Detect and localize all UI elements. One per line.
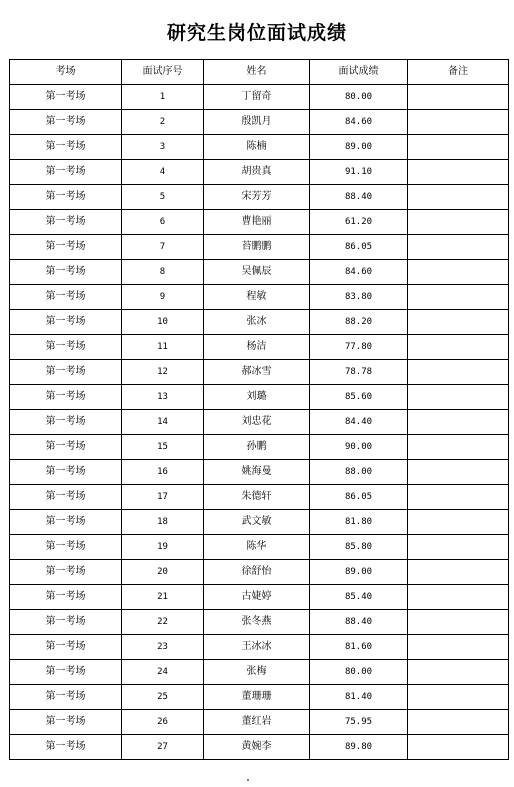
cell-name: 宋芳芳 [204,185,310,210]
table-row [10,410,509,435]
table-row [10,635,509,660]
cell-seq: 17 [122,485,204,510]
cell-name: 朱德轩 [204,485,310,510]
cell-note [408,635,509,660]
table-row [10,135,509,160]
cell-score: 89.80 [310,735,408,760]
cell-seq: 10 [122,310,204,335]
cell-seq: 2 [122,110,204,135]
cell-room: 第一考场 [10,535,122,560]
cell-seq: 15 [122,435,204,460]
table-row [10,185,509,210]
table-row [10,485,509,510]
cell-score: 89.00 [310,560,408,585]
cell-score: 84.60 [310,110,408,135]
table-row [10,285,509,310]
cell-seq: 21 [122,585,204,610]
cell-seq: 26 [122,710,204,735]
table-row [10,85,509,110]
cell-seq: 12 [122,360,204,385]
cell-seq: 14 [122,410,204,435]
cell-score: 81.40 [310,685,408,710]
cell-score: 88.20 [310,310,408,335]
header-row [10,60,509,85]
cell-seq: 18 [122,510,204,535]
table-row [10,335,509,360]
cell-score: 84.60 [310,260,408,285]
table-row [10,210,509,235]
cell-note [408,360,509,385]
cell-name: 苔鹏鹏 [204,235,310,260]
table-row [10,385,509,410]
cell-note [408,460,509,485]
cell-note [408,560,509,585]
page-mark [247,779,249,781]
cell-seq: 22 [122,610,204,635]
cell-note [408,160,509,185]
cell-note [408,510,509,535]
cell-note [408,735,509,760]
cell-room: 第一考场 [10,560,122,585]
cell-seq: 24 [122,660,204,685]
cell-name: 王冰冰 [204,635,310,660]
header-room: 考场 [10,60,122,85]
cell-name: 陈华 [204,535,310,560]
cell-note [408,185,509,210]
cell-room: 第一考场 [10,185,122,210]
cell-seq: 3 [122,135,204,160]
cell-room: 第一考场 [10,135,122,160]
cell-name: 刘忠花 [204,410,310,435]
cell-score: 86.05 [310,235,408,260]
cell-room: 第一考场 [10,235,122,260]
cell-seq: 11 [122,335,204,360]
cell-room: 第一考场 [10,610,122,635]
cell-seq: 23 [122,635,204,660]
cell-room: 第一考场 [10,585,122,610]
cell-score: 91.10 [310,160,408,185]
cell-score: 77.80 [310,335,408,360]
cell-note [408,685,509,710]
cell-note [408,610,509,635]
cell-note [408,710,509,735]
cell-room: 第一考场 [10,285,122,310]
cell-note [408,660,509,685]
cell-note [408,410,509,435]
cell-room: 第一考场 [10,510,122,535]
cell-name: 董珊珊 [204,685,310,710]
cell-score: 85.60 [310,385,408,410]
cell-room: 第一考场 [10,435,122,460]
cell-seq: 13 [122,385,204,410]
cell-score: 88.00 [310,460,408,485]
cell-seq: 8 [122,260,204,285]
cell-room: 第一考场 [10,160,122,185]
cell-score: 88.40 [310,185,408,210]
table-row [10,310,509,335]
header-name: 姓名 [204,60,310,85]
table-row [10,260,509,285]
table-row [10,435,509,460]
table-row [10,460,509,485]
cell-seq: 27 [122,735,204,760]
cell-name: 徐舒怡 [204,560,310,585]
cell-seq: 20 [122,560,204,585]
cell-name: 丁留奇 [204,85,310,110]
cell-seq: 1 [122,85,204,110]
cell-name: 吴佩辰 [204,260,310,285]
table-row [10,685,509,710]
cell-seq: 19 [122,535,204,560]
cell-seq: 5 [122,185,204,210]
cell-room: 第一考场 [10,635,122,660]
cell-seq: 16 [122,460,204,485]
cell-room: 第一考场 [10,335,122,360]
cell-score: 81.80 [310,510,408,535]
cell-room: 第一考场 [10,110,122,135]
cell-name: 郝冰雪 [204,360,310,385]
table-row [10,610,509,635]
table-row [10,110,509,135]
cell-room: 第一考场 [10,360,122,385]
cell-room: 第一考场 [10,85,122,110]
cell-name: 杨洁 [204,335,310,360]
header-note: 备注 [408,60,509,85]
cell-name: 张冰 [204,310,310,335]
cell-note [408,110,509,135]
table-row [10,560,509,585]
header-seq: 面试序号 [122,60,204,85]
score-table [9,59,509,760]
cell-room: 第一考场 [10,260,122,285]
cell-name: 黄婉李 [204,735,310,760]
header-score: 面试成绩 [310,60,408,85]
table-row [10,535,509,560]
cell-name: 武文敏 [204,510,310,535]
cell-score: 83.80 [310,285,408,310]
cell-note [408,535,509,560]
cell-name: 程敏 [204,285,310,310]
table-row [10,585,509,610]
cell-note [408,485,509,510]
cell-name: 张冬燕 [204,610,310,635]
cell-seq: 25 [122,685,204,710]
cell-seq: 7 [122,235,204,260]
cell-room: 第一考场 [10,485,122,510]
cell-seq: 4 [122,160,204,185]
cell-seq: 6 [122,210,204,235]
table-row [10,510,509,535]
cell-room: 第一考场 [10,660,122,685]
cell-score: 84.40 [310,410,408,435]
cell-score: 80.00 [310,85,408,110]
cell-room: 第一考场 [10,210,122,235]
table-row [10,235,509,260]
cell-note [408,335,509,360]
cell-note [408,310,509,335]
cell-note [408,385,509,410]
cell-name: 陈楠 [204,135,310,160]
cell-name: 董红岩 [204,710,310,735]
table-row [10,360,509,385]
page-title: 研究生岗位面试成绩 [166,22,347,44]
cell-name: 姚海曼 [204,460,310,485]
cell-score: 80.00 [310,660,408,685]
cell-name: 张梅 [204,660,310,685]
cell-room: 第一考场 [10,460,122,485]
cell-room: 第一考场 [10,310,122,335]
cell-room: 第一考场 [10,410,122,435]
cell-score: 81.60 [310,635,408,660]
table-body [10,85,509,760]
cell-name: 古婕婷 [204,585,310,610]
cell-note [408,285,509,310]
cell-room: 第一考场 [10,710,122,735]
cell-room: 第一考场 [10,385,122,410]
cell-score: 89.00 [310,135,408,160]
cell-note [408,85,509,110]
cell-note [408,210,509,235]
cell-note [408,260,509,285]
cell-score: 85.40 [310,585,408,610]
cell-name: 孙鹏 [204,435,310,460]
cell-score: 90.00 [310,435,408,460]
table-row [10,710,509,735]
cell-score: 85.80 [310,535,408,560]
cell-room: 第一考场 [10,685,122,710]
table-row [10,660,509,685]
cell-room: 第一考场 [10,735,122,760]
cell-score: 75.95 [310,710,408,735]
cell-score: 61.20 [310,210,408,235]
cell-score: 86.05 [310,485,408,510]
cell-name: 胡贵真 [204,160,310,185]
cell-note [408,135,509,160]
cell-note [408,235,509,260]
cell-name: 刘璐 [204,385,310,410]
cell-name: 曹艳丽 [204,210,310,235]
table-row [10,735,509,760]
cell-note [408,435,509,460]
cell-score: 78.78 [310,360,408,385]
cell-note [408,585,509,610]
table-row [10,160,509,185]
cell-name: 殷凯月 [204,110,310,135]
cell-score: 88.40 [310,610,408,635]
cell-seq: 9 [122,285,204,310]
